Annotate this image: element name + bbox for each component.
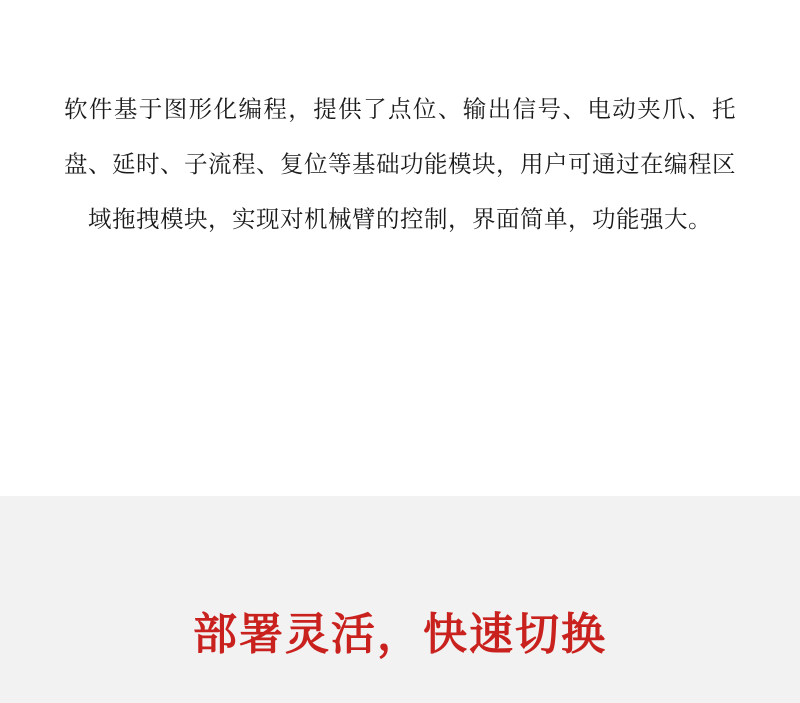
banner-heading: 部署灵活，快速切换	[193, 610, 607, 659]
intro-paragraph: 软件基于图形化编程，提供了点位、输出信号、电动夹爪、托盘、延时、子流程、复位等基础功能模块，用户可通过在编程区域拖拽模块，实现对机械臂的控制，界面简单，功能强大。	[64, 95, 736, 232]
banner-section	[0, 496, 800, 703]
